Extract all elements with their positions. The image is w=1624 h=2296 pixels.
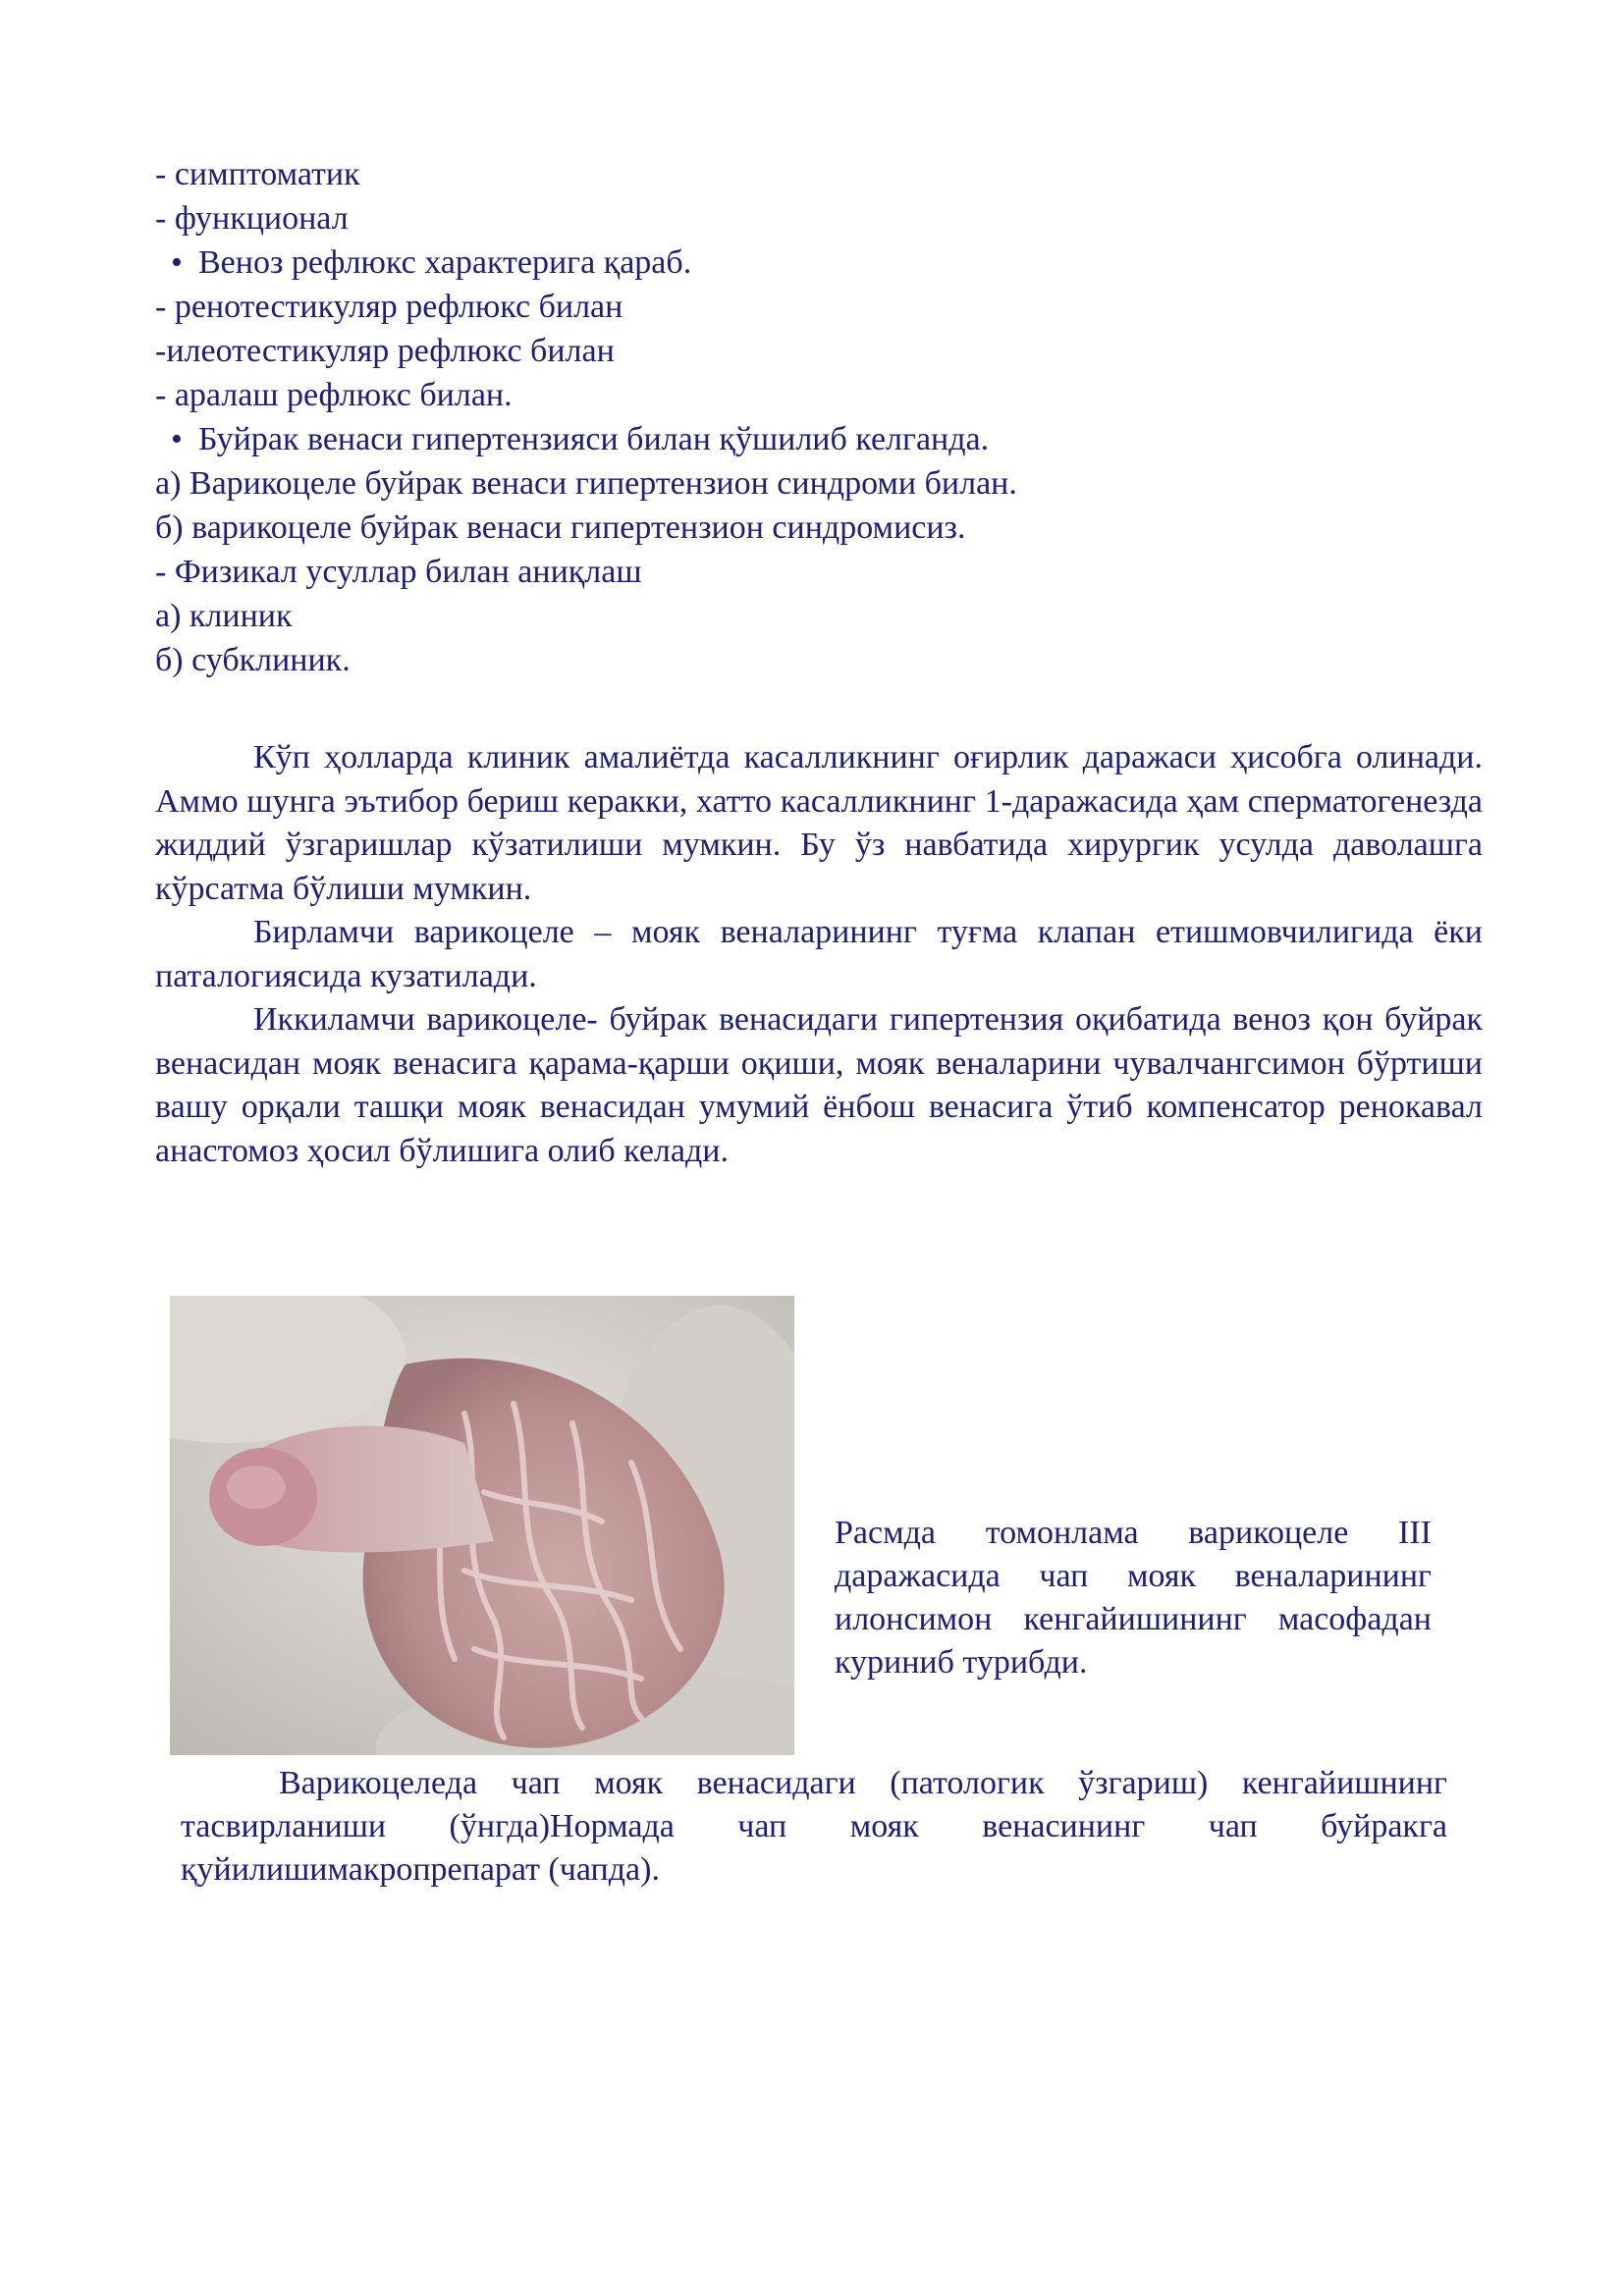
figure-caption: Варикоцеледа чап мояк венасидаги (патологик ўзгариш) кенгайишнинг тасвирланиши (ўнгда)Нормада чап мояк венасининг чап буйракга қуйилишимакропрепарат (чапда). — [181, 1765, 1447, 1888]
paragraph: Кўп ҳолларда клиник амалиётда касалликнинг оғирлик даражаси ҳисобга олинади. Аммо шунга эътибор бериш керакки, хатто касалликнинг 1-даражасида ҳам сперматогенезда жиддий ўзгаришлар кўзатилиши мумкин. Бу ўз навбатида хирургик усулда даволашга кўрсатма бўлиши мумкин. — [155, 739, 1483, 907]
list-item: б) варикоцеле буйрак венаси гипертензион синдромисиз. — [155, 509, 966, 546]
list-item: а) клиник — [155, 598, 293, 634]
list-item: • Веноз рефлюкс характерига қараб. — [155, 240, 1490, 285]
list-item: - симптоматик — [155, 156, 360, 192]
list-item: - функционал — [155, 200, 349, 237]
list-item: - Физикал усуллар билан аниқлаш — [155, 554, 642, 590]
list-item: б) субклиник. — [155, 642, 351, 678]
classification-list — [155, 152, 1490, 682]
side-caption: Расмда томонлама варикоцеле III даражасида чап мояк веналарининг илонсимон кенгайишининг масофадан куриниб турибди. — [835, 1515, 1432, 1681]
clinical-photo — [170, 1296, 794, 1755]
list-item: а) Варикоцеле буйрак венаси гипертензион синдроми билан. — [155, 465, 1017, 502]
body-text — [155, 736, 1483, 1173]
photo-illustration — [170, 1296, 794, 1755]
list-item: • Буйрак венаси гипертензияси билан қўшилиб келганда. — [155, 417, 1490, 461]
paragraph: Иккиламчи варикоцеле- буйрак венасидаги гипертензия оқибатида веноз қон буйрак венасидан мояк венасига қарама-қарши оқиши, мояк веналарини чувалчангсимон бўртиши вашу орқали ташқи мояк венасидан умумий ёнбош венасига ўтиб компенсатор ренокавал анастомоз ҳосил бўлишига олиб келади. — [155, 1001, 1483, 1169]
paragraph: Бирламчи варикоцеле – мояк веналарининг туғма клапан етишмовчилигида ёки паталогиясида кузатилади. — [155, 914, 1483, 994]
bullet-icon: • — [171, 244, 183, 281]
list-item: - ренотестикуляр рефлюкс билан — [155, 289, 623, 325]
list-item: - аралаш рефлюкс билан. — [155, 377, 513, 413]
list-item: -илеотестикуляр рефлюкс билан — [155, 333, 615, 369]
bullet-icon: • — [171, 421, 183, 457]
